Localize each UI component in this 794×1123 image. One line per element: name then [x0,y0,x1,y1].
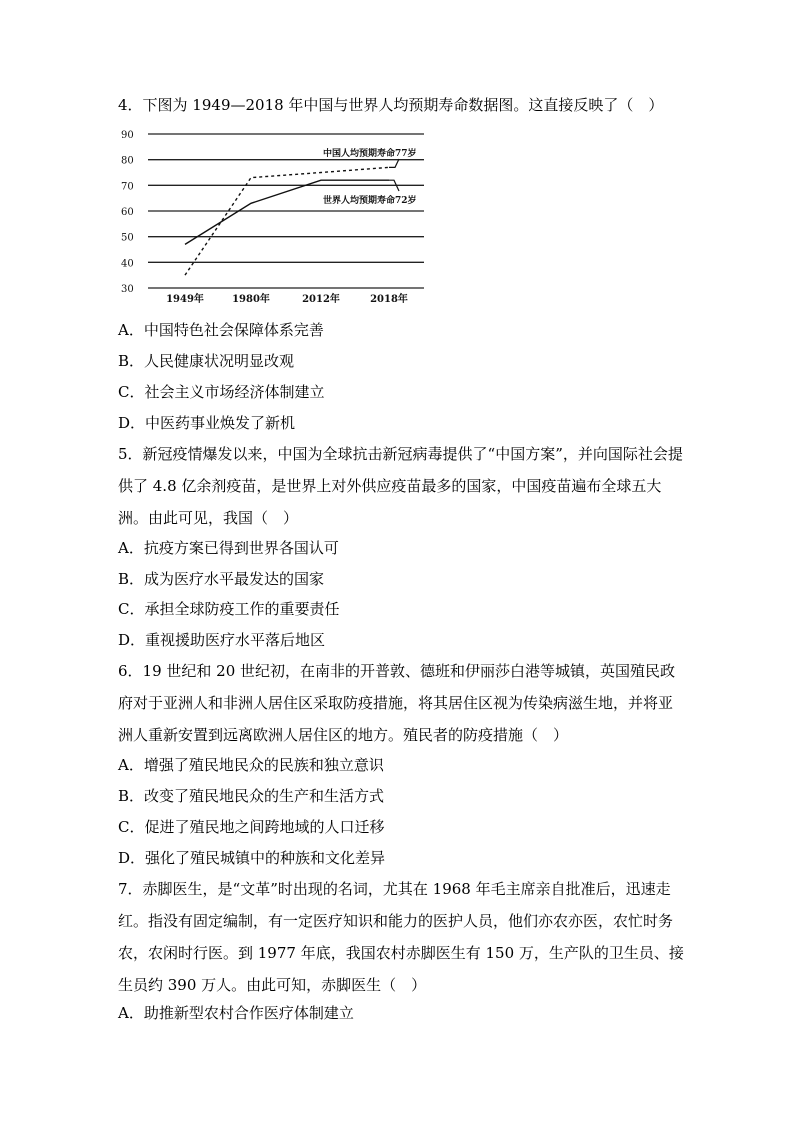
series-label-0: 中国人均预期寿命77岁 [323,149,417,159]
q7-stem: 7．赤脚医生，是“文革”时出现的名词，尤其在 1968 年毛主席亲自批准后，迅速走红。指没有固定编制，有一定医疗知识和能力的医护人员，他们亦农亦医，农忙时务农，农闲时行医。到 1977 年底，我国农村赤脚医生有 150 万，生产队的卫生员、接生员约 390 万人。由此可知，赤脚医生（ ） [118,880,684,994]
q5-stem: 5．新冠疫情爆发以来，中国为全球抗击新冠病毒提供了“中国方案”，并向国际社会提供了 4.8 亿余剂疫苗，是世界上对外供应疫苗最多的国家，中国疫苗遍布全球五大洲。由此可见，我国（ ） [118,445,683,527]
y-tick-label-30: 30 [121,284,134,295]
y-tick-label-50: 50 [121,232,134,244]
y-tick-label-80: 80 [121,155,134,167]
q7-option-a[interactable]: A．助推新型农村合作医疗体制建立 [118,1004,354,1022]
q5-option-d[interactable]: D．重视援助医疗水平落后地区 [118,631,326,649]
life-expectancy-chart [118,121,433,309]
q5-option-a[interactable]: A．抗疫方案已得到世界各国认可 [118,539,339,557]
q5-option-c[interactable]: C．承担全球防疫工作的重要责任 [118,600,340,618]
x-tick-label-0: 1949年 [166,294,204,305]
x-tick-label-2: 2012年 [302,294,340,305]
q6-option-b[interactable]: B．改变了殖民地民众的生产和生活方式 [118,787,385,805]
x-tick-label-1: 1980年 [232,294,270,305]
series-label-1: 世界人均预期寿命72岁 [323,196,417,206]
q6-option-d[interactable]: D．强化了殖民城镇中的种族和文化差异 [118,849,386,867]
q4-option-c[interactable]: C．社会主义市场经济体制建立 [118,383,325,401]
x-tick-label-3: 2018年 [370,294,408,305]
q6-option-c[interactable]: C．促进了殖民地之间跨地域的人口迁移 [118,818,385,836]
q4-option-b[interactable]: B．人民健康状况明显改观 [118,352,295,370]
q4-option-a[interactable]: A．中国特色社会保障体系完善 [118,321,324,339]
y-tick-label-40: 40 [121,258,134,270]
q5-option-b[interactable]: B．成为医疗水平最发达的国家 [118,570,325,588]
y-tick-label-60: 60 [121,207,134,218]
series-line-0 [185,167,389,275]
q6-option-a[interactable]: A．增强了殖民地民众的民族和独立意识 [118,756,384,774]
y-tick-label-90: 90 [121,130,134,141]
q4-stem: 4．下图为 1949—2018 年中国与世界人均预期寿命数据图。这直接反映了（ ） [118,96,664,114]
series-line-1 [185,180,389,244]
q4-option-d[interactable]: D．中医药事业焕发了新机 [118,414,296,432]
q6-stem: 6．19 世纪和 20 世纪初，在南非的开普敦、德班和伊丽莎白港等城镇，英国殖民政府对于亚洲人和非洲人居住区采取防疫措施，将其居住区视为传染病滋生地，并将亚洲人重新安置到远离欧洲人居住区的地方。殖民者的防疫措施（ ） [118,662,676,744]
chart-svg [118,121,433,309]
y-tick-label-70: 70 [121,181,134,193]
